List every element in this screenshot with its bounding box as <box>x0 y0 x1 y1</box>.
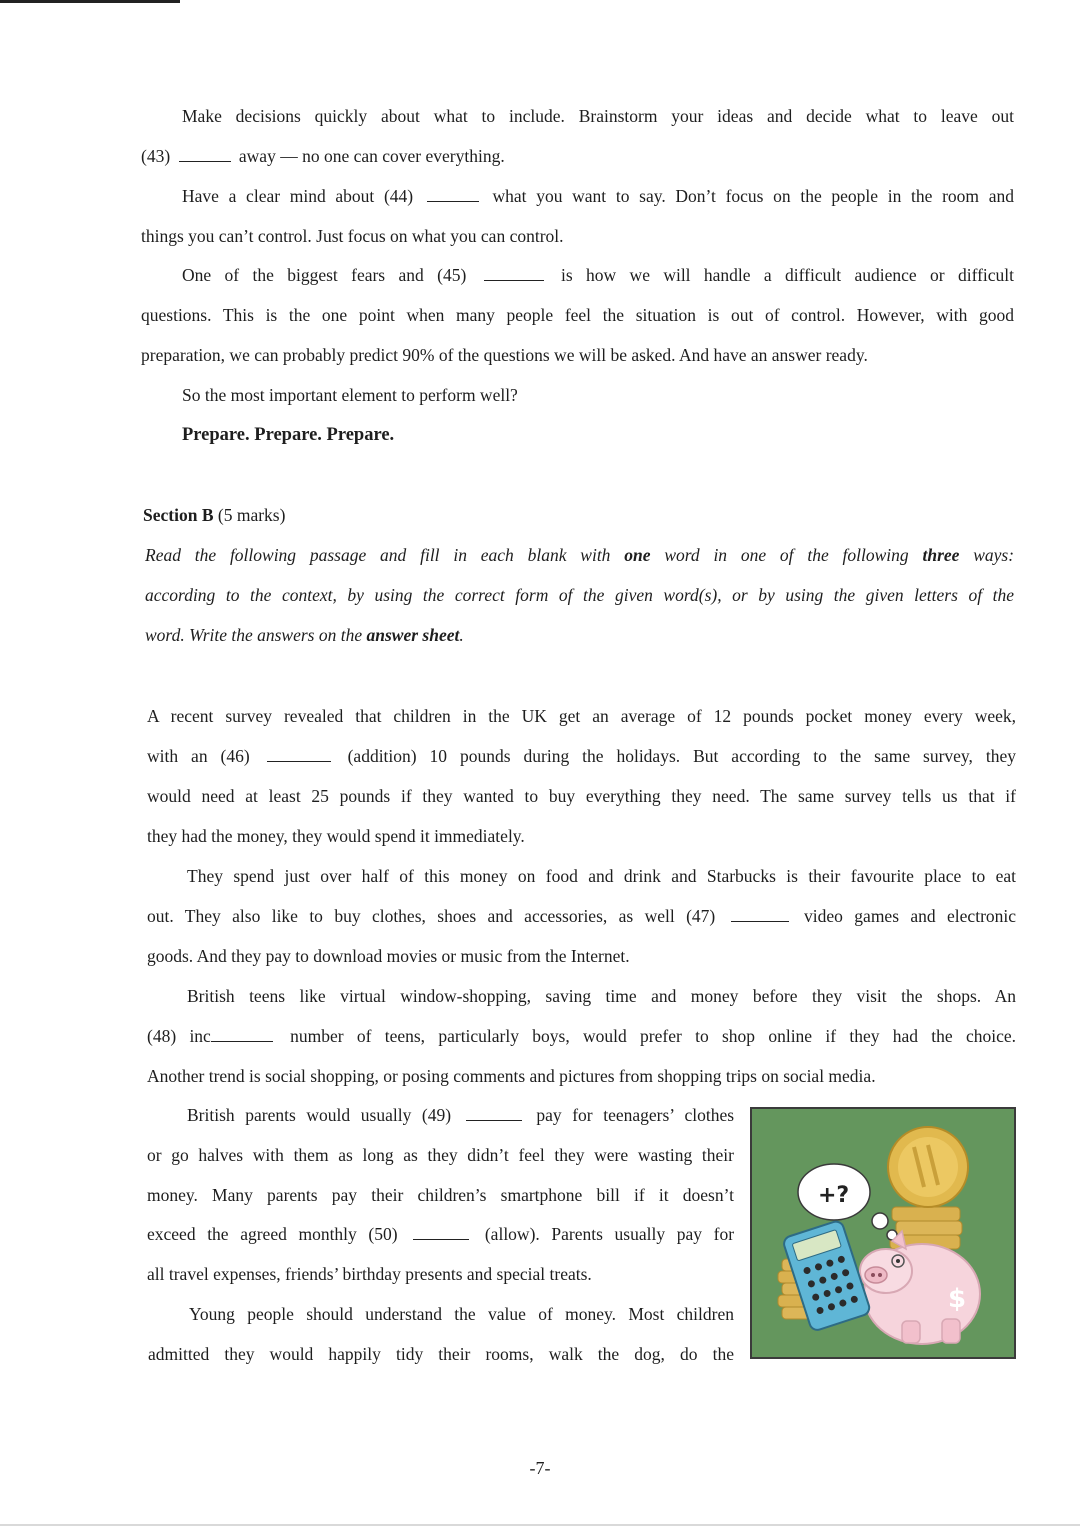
para4: So the most important element to perform well? <box>182 385 518 405</box>
gold-coin-icon <box>888 1127 968 1207</box>
passage-p2-line3: goods. And they pay to download movies or music from the Internet. <box>147 946 630 966</box>
bottom-rule <box>0 1524 1080 1526</box>
passage-p3-line3: Another trend is social shopping, or posing comments and pictures from shopping trips on social media. <box>147 1066 876 1086</box>
passage-p5-line2: admitted they would happily tidy their rooms, walk the dog, do the <box>148 1344 734 1364</box>
p4-l4-post: (allow). Parents usually pay for <box>484 1224 735 1244</box>
instructions-line2: according to the context, by using the correct form of the given word(s), or by using the given letters of the <box>145 585 1014 605</box>
p1-l2-post: (addition) 10 pounds during the holidays. But according to the same survey, they <box>347 746 1017 766</box>
p1-l2-pre: with an (46) <box>147 746 250 766</box>
p2-l2-pre: out. They also like to buy clothes, shoes and accessories, as well (47) <box>147 906 716 926</box>
passage-p1-line4: they had the money, they would spend it immediately. <box>147 826 525 846</box>
inst3-answer-sheet: answer sheet <box>366 625 460 645</box>
p2-l2-post: video games and electronic <box>804 906 1017 926</box>
passage-p4-line4 <box>147 1222 734 1246</box>
section-b-heading <box>143 503 285 527</box>
section-b-marks: (5 marks) <box>217 505 286 525</box>
passage-p5-line1: Young people should understand the value of money. Most children <box>189 1304 734 1324</box>
blank-43-number: (43) <box>141 146 171 166</box>
blank-48 <box>211 1027 273 1042</box>
para1-line2 <box>141 144 505 168</box>
para1-line1: Make decisions quickly about what to include. Brainstorm your ideas and decide what to leave out <box>182 106 1014 126</box>
para3-line2: questions. This is the one point when many people feel the situation is out of control. However, with good <box>141 305 1014 325</box>
blank-46 <box>267 747 331 762</box>
blank-45 <box>484 266 544 281</box>
passage-p2-line2 <box>147 904 1016 928</box>
inst3-c: . <box>459 625 464 645</box>
inst1-c: ways: <box>973 545 1015 565</box>
passage-p1-line1: A recent survey revealed that children in the UK get an average of 12 pounds pocket money every week, <box>147 706 1016 726</box>
passage-p1-line3: would need at least 25 pounds if they wanted to buy everything they need. The same survey tells us that if <box>147 786 1016 806</box>
para1-line2-rest: away — no one can cover everything. <box>238 146 505 166</box>
p4-l1-pre: British parents would usually (49) <box>187 1105 452 1125</box>
passage-p4-line1 <box>187 1103 734 1127</box>
page-number: -7- <box>529 1458 551 1478</box>
para3-line3: preparation, we can probably predict 90% of the questions we will be asked. And have an answer ready. <box>141 345 868 365</box>
passage-p4-line3: money. Many parents pay their children’s smartphone bill if it doesn’t <box>147 1185 734 1205</box>
blank-50 <box>413 1225 469 1240</box>
passage-p4-line2: or go halves with them as long as they didn’t feel they were wasting their <box>147 1145 734 1165</box>
blank-44 <box>427 187 479 202</box>
p3-l2-post: number of teens, particularly boys, would prefer to shop online if they had the choice. <box>290 1026 1016 1046</box>
piggy-bank-illustration <box>750 1107 1016 1359</box>
passage-p2-line1: They spend just over half of this money on food and drink and Starbucks is their favourite place to eat <box>187 866 1016 886</box>
para2-line1-pre: Have a clear mind about (44) <box>182 186 414 206</box>
passage-p3-line2 <box>147 1024 1016 1048</box>
p3-l2-pre: (48) inc <box>147 1026 211 1046</box>
passage-p3-line1: British teens like virtual window-shopping, saving time and money before they visit the shops. An <box>187 986 1016 1006</box>
inst3-a: word. Write the answers on the <box>145 625 363 645</box>
para2-line2: things you can’t control. Just focus on what you can control. <box>141 226 564 246</box>
inst1-one: one <box>624 545 651 565</box>
prepare-emphasis: Prepare. Prepare. Prepare. <box>182 425 395 445</box>
instructions-line3 <box>145 623 464 647</box>
blank-43 <box>179 147 231 162</box>
inst1-b: word in one of the following <box>664 545 909 565</box>
para3-line1-pre: One of the biggest fears and (45) <box>182 265 467 285</box>
passage-p4-line5: all travel expenses, friends’ birthday presents and special treats. <box>147 1264 592 1284</box>
section-b-title: Section B <box>143 505 214 525</box>
thought-text: +? <box>818 1183 850 1208</box>
para3-line1-post: is how we will handle a difficult audience or difficult <box>561 265 1015 285</box>
blank-49 <box>466 1106 522 1121</box>
instructions-line1 <box>145 543 1014 567</box>
para3-line1 <box>182 263 1014 287</box>
passage-p1-line2 <box>147 744 1016 768</box>
para2-line1-post: what you want to say. Don’t focus on the people in the room and <box>492 186 1015 206</box>
p4-l4-pre: exceed the agreed monthly (50) <box>147 1224 398 1244</box>
blank-47 <box>731 907 789 922</box>
coin-sign: $ <box>948 1284 967 1314</box>
para2-line1 <box>182 184 1014 208</box>
top-rule <box>0 0 180 3</box>
piggy-bank-graphic <box>752 1109 1014 1357</box>
inst1-a: Read the following passage and fill in each blank with <box>145 545 611 565</box>
p4-l1-post: pay for teenagers’ clothes <box>536 1105 735 1125</box>
inst1-three: three <box>922 545 960 565</box>
